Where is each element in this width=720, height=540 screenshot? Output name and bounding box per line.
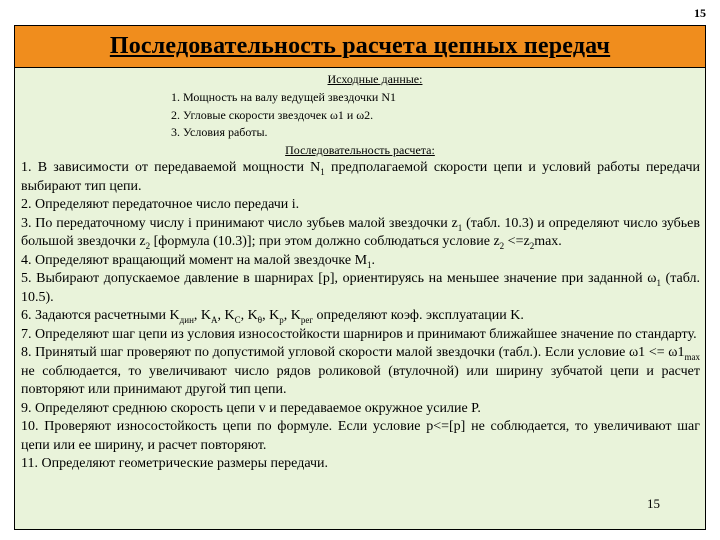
initial-data-item: 3. Условия работы. xyxy=(171,125,268,139)
step-text: 3. По передаточному числу i принимают число зубьев малой звездочки z xyxy=(21,215,458,231)
step-11: 11. Определяют геометрические размеры передачи. xyxy=(21,456,329,471)
step-text: 4. Определяют вращающий момент на малой звездочке M xyxy=(21,252,368,268)
step-7: 7. Определяют шаг цепи из условия износостойкости шарниров и принимают ближайшее значение по стандарту. xyxy=(21,326,697,342)
step-text: 1. В зависимости от передаваемой мощности N xyxy=(21,160,321,175)
initial-data-item: 2. Угловые скорости звездочек ω1 и ω2. xyxy=(171,107,374,122)
step-subscript: 1 xyxy=(457,222,463,233)
steps-list xyxy=(21,159,700,474)
step-subscript: рег xyxy=(300,314,314,325)
step-text: . xyxy=(371,252,376,268)
step-1 xyxy=(21,159,700,196)
step-text: , K xyxy=(217,308,235,323)
step-5 xyxy=(21,270,700,307)
step-text: (табл. 10.3) и определяют число зубьев большой звездочки z xyxy=(21,215,700,249)
step-text: предполагаемой скорости цепи и условий работы передачи выбирают тип цепи. xyxy=(21,160,700,194)
step-subscript: A xyxy=(211,314,218,325)
step-subscript: 2 xyxy=(529,240,535,251)
sequence-heading: Последовательность расчета: xyxy=(285,143,435,157)
step-text: <=z xyxy=(504,234,530,249)
step-text: , K xyxy=(240,308,258,323)
step-subscript: θ xyxy=(257,314,263,325)
step-text: (табл. 10.5). xyxy=(21,271,700,305)
step-2: 2. Определяют передаточное число передачи i. xyxy=(21,197,300,212)
step-subscript: C xyxy=(234,314,241,325)
step-10: 10. Проверяют износостойкость цепи по формуле. Если условие p<=[p] не соблюдается, то увеличивают шаг цепи или ее ширину, и расчет повторяют. xyxy=(21,419,700,453)
slide xyxy=(14,25,706,530)
initial-data-item: 1. Мощность на валу ведущей звездочки N1 xyxy=(171,90,396,104)
page-title: Последовательность расчета цепных передач xyxy=(109,33,611,59)
title-bar xyxy=(15,26,705,68)
step-text: 8. Принятый шаг проверяют по допустимой угловой скорости малой звездочки (табл.). Если условие ω1 <= ω1 xyxy=(21,345,685,360)
page-number-top: 15 xyxy=(694,6,706,20)
step-text: 5. Выбирают допускаемое давление в шарнирах [p], ориентируясь на меньшее значение при заданной ω xyxy=(21,271,657,286)
initial-data-list xyxy=(171,89,396,142)
step-text: max. xyxy=(534,234,562,249)
step-text: , K xyxy=(262,308,280,323)
step-9: 9. Определяют среднюю скорость цепи v и передаваемое окружное усилие P. xyxy=(21,400,481,416)
step-3 xyxy=(21,215,700,252)
step-6 xyxy=(21,307,700,326)
step-4 xyxy=(21,252,700,271)
step-text: , K xyxy=(193,308,212,323)
step-subscript: 2 xyxy=(145,240,151,251)
step-subscript: 1 xyxy=(656,277,661,288)
slide-number: 15 xyxy=(647,496,660,511)
step-text: [формула (10.3)]; при этом должно соблюдаться условие z xyxy=(150,234,500,249)
step-text: , K xyxy=(283,308,301,323)
step-subscript: дин xyxy=(179,314,194,325)
step-subscript: 1 xyxy=(320,166,325,177)
step-text: 6. Задаются расчетными K xyxy=(21,308,180,323)
step-subscript: 2 xyxy=(499,240,505,251)
step-text: определяют коэф. эксплуатации K. xyxy=(313,308,524,323)
step-text: не соблюдается, то увеличивают число рядов роликовой (втулочной) или ширину зубчатой цепи и расчет повторяют или принимают другой тип цепи. xyxy=(21,363,700,397)
step-8 xyxy=(21,344,700,400)
step-subscript: p xyxy=(279,314,284,325)
step-subscript: max xyxy=(684,351,700,362)
step-subscript: 1 xyxy=(367,259,372,270)
initial-data-heading: Исходные данные: xyxy=(327,72,423,86)
